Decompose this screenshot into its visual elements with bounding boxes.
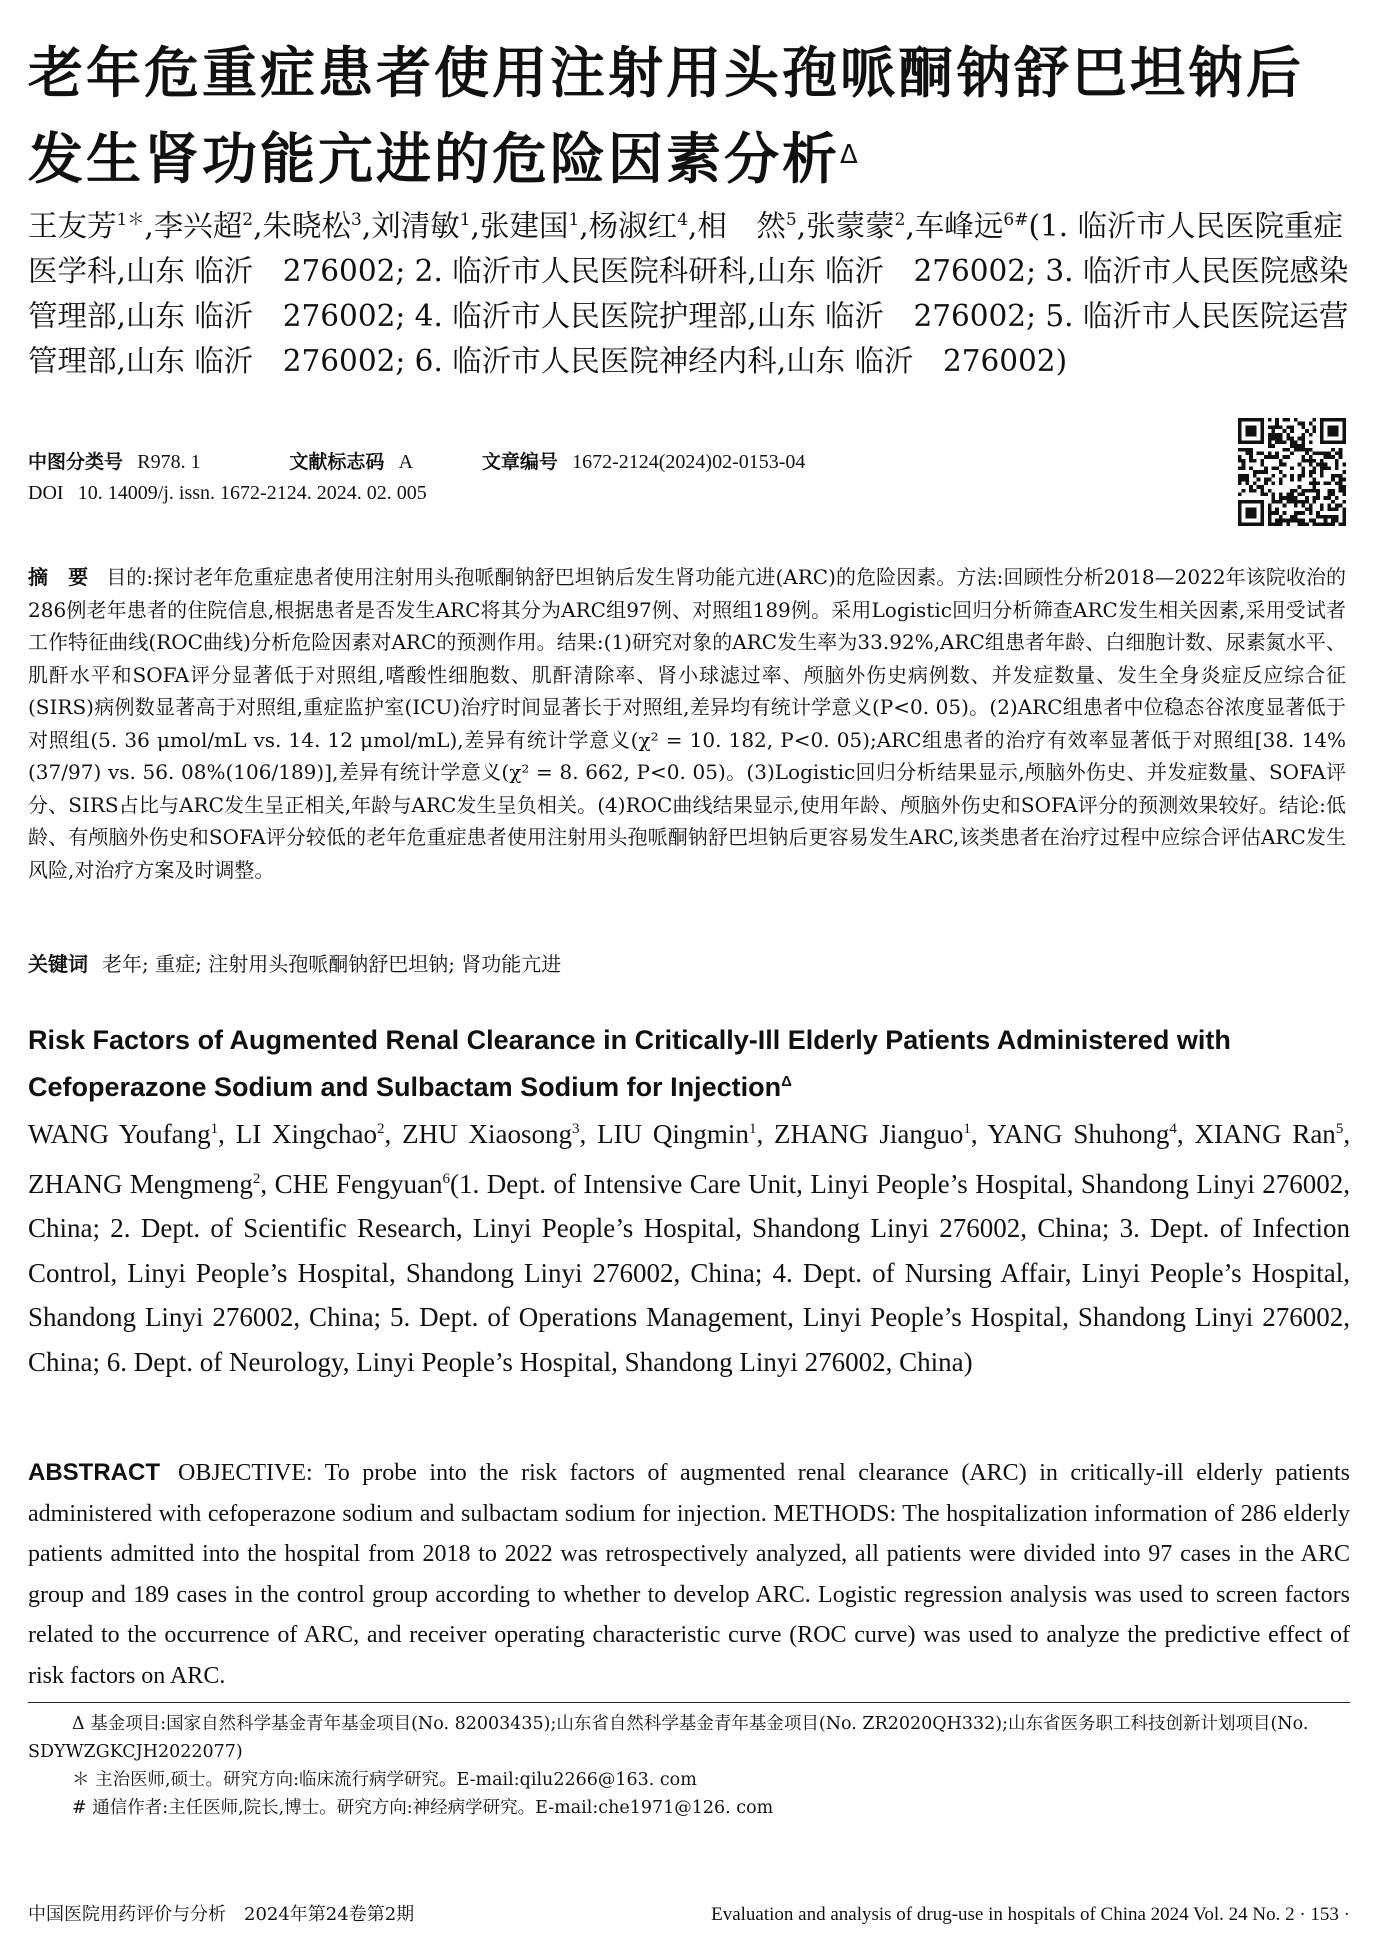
author-cn-name: 李兴超 [153,208,243,243]
article-no-label: 文章编号 [481,451,558,473]
author-cn-affiliation-mark: 2 [242,210,254,230]
abstract-english [28,1453,1350,1696]
author-en-name: YANG Shuhong [987,1119,1170,1149]
author-en-affiliation-mark: 4 [1169,1121,1177,1137]
abstract-chinese [28,561,1346,886]
author-cn-name: 王友芳 [28,208,117,243]
author-en-affiliation-mark: 5 [1335,1121,1344,1137]
author-en-affiliation-mark: 6 [442,1170,451,1187]
abstract-chinese-label: 摘 要 [28,565,89,589]
author-en-affiliation-mark: 1 [748,1121,757,1137]
doc-code-label: 文献标志码 [289,451,385,473]
author-en-affiliation-mark: 1 [210,1121,219,1137]
author-en-affiliation-mark: 1 [963,1121,971,1137]
author-en-name: ZHANG Jianguo [774,1119,964,1149]
author-list-chinese: 王友芳$^{1*}$,李兴超$^2$,朱晓松$^3$,刘清敏$^1$,张建国$^1$,杨淑红$^4$,相 然$^5$,张蒙蒙$^2$,车峰远$^{6\#}$ [28,208,1029,243]
footnotes [28,1710,1350,1822]
qr-code-icon [1238,418,1346,526]
keywords-text: 老年; 重症; 注射用头孢哌酮钠舒巴坦钠; 肾功能亢进 [102,952,562,976]
doi-label: DOI [28,482,64,504]
author-cn-affiliation-mark: 5 [785,210,797,230]
footnote-corresponding: # 通信作者:主任医师,院长,博士。研究方向:神经病学研究。E-mail:che1971@126. com [72,1798,774,1818]
doc-code-value: A [398,451,414,473]
author-cn-name: 张蒙蒙 [806,208,895,243]
article-metadata [28,447,1228,509]
keywords-label: 关键词 [28,952,88,976]
author-cn-affiliation-mark: 3 [350,210,362,230]
author-cn-affiliation-mark: 1 [568,210,580,230]
author-en-name: ZHU Xiaosong [402,1119,572,1149]
author-en-affiliation-mark: 2 [252,1170,261,1187]
footer-journal-english: Evaluation and analysis of drug-use in hospitals of China 2024 Vol. 24 No. 2 · 153 · [711,1904,1350,1925]
keywords-chinese [28,948,1346,980]
author-cn-name: 车峰远 [914,208,1004,243]
author-en-name: LI Xingchao [235,1119,378,1149]
author-en-name: WANG Youfang [28,1119,211,1149]
author-en-name: ZHANG Mengmeng [28,1168,253,1199]
author-en-name: LIU Qingmin [597,1119,749,1149]
author-cn-affiliation-mark: 1 [459,210,471,230]
author-cn-name: 张建国 [479,208,569,243]
clc-label: 中图分类号 [28,451,124,473]
author-cn-affiliation-mark: 6# [1003,210,1029,230]
doi-value: 10. 14009/j. issn. 1672-2124. 2024. 02. 005 [77,482,427,504]
author-cn-name: 刘清敏 [371,208,460,243]
abstract-english-text: OBJECTIVE: To probe into the risk factors of augmented renal clearance (ARC) in critically-ill elderly patients administered with cefoperazone sodium and sulbactam sodium for injection. METHODS: The hospitalization information of 286 elderly patients admitted into the hospital from 2018 to 2022 was retrospectively analyzed, all patients were divided into 97 cases in the ARC group and 189 cases in the control group according to whether to develop ARC. Logistic regression analysis was used to screen factors related to the occurrence of ARC, and receiver operating characteristic curve (ROC curve) was used to analyze the predictive effect of risk factors on ARC. [28,1460,1350,1689]
affiliations-english: (1. Dept. of Intensive Care Unit, Linyi People’s Hospital, Shandong Linyi 276002, China; 2. Dept. of Scientific Research, Linyi People’s Hospital, Shandong Linyi 276002, China; 3. Dept. of Infection Control, Linyi People’s Hospital, Shandong Linyi 276002, China; 4. Dept. of Nursing Affair, Linyi People’s Hospital, Shandong Linyi 276002, China; 5. Dept. of Operations Management, Linyi People’s Hospital, Shandong Linyi 276002, China; 6. Dept. of Neurology, Linyi People’s Hospital, Shandong Linyi 276002, China) [28,1168,1351,1377]
authors-english [28,1107,1350,1384]
footnote-divider [28,1702,1350,1703]
author-cn-name: 杨淑红 [588,208,678,243]
title-english: Risk Factors of Augmented Renal Clearance in Critically-Ill Elderly Patients Administered with Cefoperazone Sodium and Sulbactam Sodium for Injection$^\Delta$ [28,1025,1231,1102]
footer-journal-chinese: 中国医院用药评价与分析 2024年第24卷第2期 [28,1904,415,1925]
author-cn-affiliation-mark: 4 [677,210,689,230]
clc-value: R978. 1 [137,451,201,473]
author-en-affiliation-mark: 2 [377,1121,385,1137]
abstract-english-label: ABSTRACT [28,1459,160,1486]
footnote-first-author: ＊ 主治医师,硕士。研究方向:临床流行病学研究。E-mail:qilu2266@163. com [72,1770,697,1790]
footnote-fund: Δ 基金项目:国家自然科学基金青年基金项目(No. 82003435);山东省自然科学基金青年基金项目(No. ZR2020QH332);山东省医务职工科技创新计划项目(No. SDYWZGKCJH2022077) [28,1714,1309,1762]
title-en-fund-mark: Δ [781,1073,792,1090]
abstract-chinese-text: 目的:探讨老年危重症患者使用注射用头孢哌酮钠舒巴坦钠后发生肾功能亢进(ARC)的危险因素。方法:回顾性分析2018—2022年该院收治的286例老年患者的住院信息,根据患者是否发生ARC将其分为ARC组97例、对照组189例。采用Logistic回归分析筛查ARC发生相关因素,采用受试者工作特征曲线(ROC曲线)分析危险因素对ARC的预测作用。结果:(1)研究对象的ARC发生率为33.92%,ARC组患者年龄、白细胞计数、尿素氮水平、肌酐水平和SOFA评分显著低于对照组,嗜酸性细胞数、肌酐清除率、肾小球滤过率、颅脑外伤史病例数、并发症数量、发生全身炎症反应综合征(SIRS)病例数显著高于对照组,重症监护室(ICU)治疗时间显著长于对照组,差异均有统计学意义(P<0. 05)。(2)ARC组患者中位稳态谷浓度显著低于对照组(5. 36 μmol/mL vs. 14. 12 μmol/mL),差异有统计学意义(χ² = 10. 182, P<0. 05);ARC组患者的治疗有效率显著低于对照组[38. 14%(37/97) vs. 56. 08%(106/189)],差异有统计学意义(χ² = 8. 662, P<0. 05)。(3)Logistic回归分析结果显示,颅脑外伤史、并发症数量、SOFA评分、SIRS占比与ARC发生呈正相关,年龄与ARC发生呈负相关。(4)ROC曲线结果显示,使用年龄、颅脑外伤史和SOFA评分的预测效果较好。结论:低龄、有颅脑外伤史和SOFA评分较低的老年危重症患者使用注射用头孢哌酮钠舒巴坦钠后更容易发生ARC,该类患者在治疗过程中应综合评估ARC发生风险,对治疗方案及时调整。 [28,565,1347,882]
title-chinese: 老年危重症患者使用注射用头孢哌酮钠舒巴坦钠后发生肾功能亢进的危险因素分析$^\Delta$ [28,41,1305,191]
author-cn-name: 朱晓松 [262,208,351,243]
authors-chinese [28,198,1353,384]
author-en-name: XIANG Ran [1194,1119,1336,1149]
author-cn-affiliation-mark: 2 [894,210,906,230]
title-fund-mark: Δ [840,140,861,170]
author-en-name: CHE Fengyuan [274,1168,443,1199]
article-no-value: 1672-2124(2024)02-0153-04 [572,451,806,473]
affiliations-chinese: (1. 临沂市人民医院重症医学科,山东 临沂 276002; 2. 临沂市人民医院科研科,山东 临沂 276002; 3. 临沂市人民医院感染管理部,山东 临沂 276002; 4. 临沂市人民医院护理部,山东 临沂 276002; 5. 临沂市人民医院运营管理部,山东 临沂 276002; 6. 临沂市人民医院神经内科,山东 临沂 276002) [28,208,1349,378]
author-cn-affiliation-mark: 1＊ [116,210,145,230]
author-cn-name: 相 然 [697,208,786,243]
author-en-affiliation-mark: 3 [571,1121,580,1137]
author-list-english: WANG Youfang$^1$, LI Xingchao$^2$, ZHU Xiaosong$^3$, LIU Qingmin$^1$, ZHANG Jianguo$^1$, YANG Shuhong$^4$, XIANG Ran$^5$, ZHANG Mengmeng$^2$, CHE Fengyuan$^6$ [28,1119,1351,1199]
